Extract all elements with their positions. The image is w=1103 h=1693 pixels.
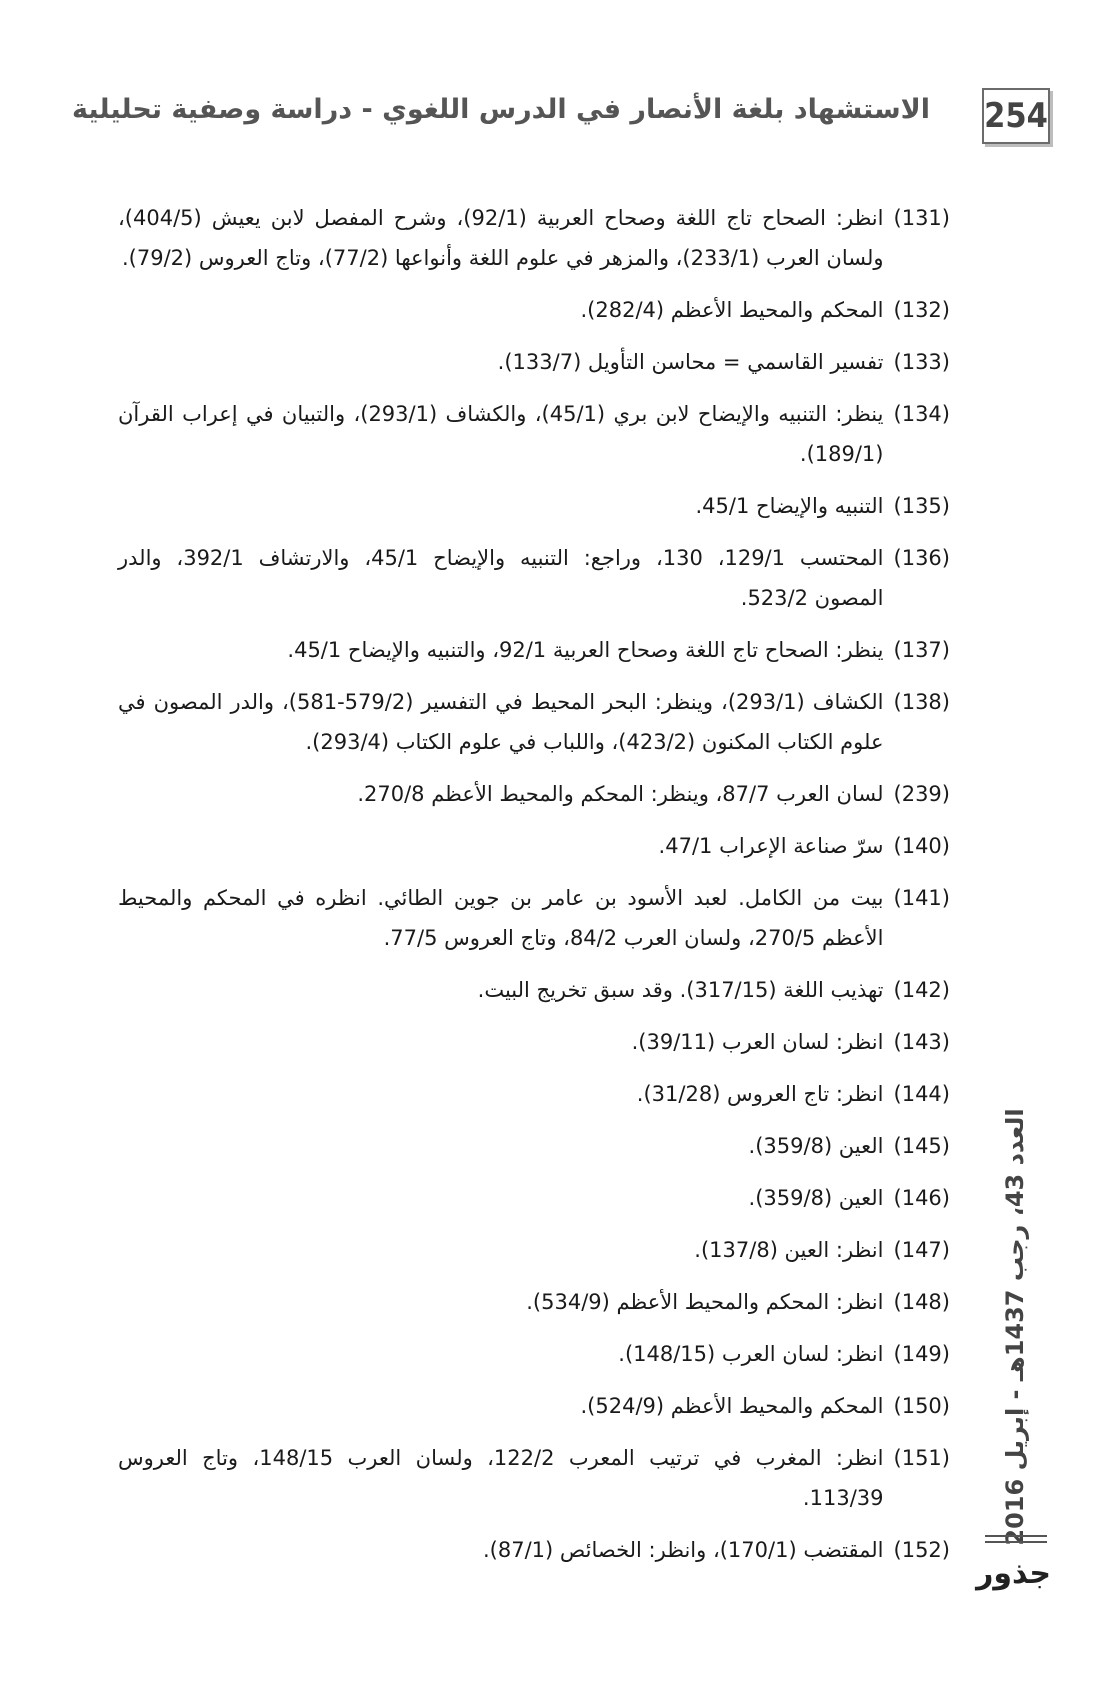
footnote-number: (144) — [893, 1082, 950, 1106]
footnote-number: (152) — [893, 1538, 950, 1562]
footnote — [118, 1530, 950, 1570]
footnote — [118, 826, 950, 866]
footnote-text: سرّ صناعة الإعراب 47/1. — [658, 834, 884, 858]
footnote-text: انظر: لسان العرب (39/11). — [631, 1030, 884, 1054]
footnote-text: ينظر: التنبيه والإيضاح لابن بري (45/1)، والكشاف (293/1)، والتبيان في إعراب القرآن (189/1). — [118, 402, 884, 466]
footnote — [118, 1074, 950, 1114]
footnote-text: الكشاف (293/1)، وينظر: البحر المحيط في التفسير (579/2-581)، والدر المصون في علوم الكتاب المكنون (423/2)، واللباب في علوم الكتاب (293/4). — [118, 690, 884, 754]
footnote-text: انظر: الصحاح تاج اللغة وصحاح العربية (92/1)، وشرح المفصل لابن يعيش (404/5)، ولسان العرب (233/1)، والمزهر في علوم اللغة وأنواعها (77/2)، وتاج العروس (79/2). — [118, 206, 884, 270]
footnote-number: (134) — [893, 402, 950, 426]
footnote — [118, 774, 950, 814]
footnote-text: انظر: لسان العرب (148/15). — [618, 1342, 884, 1366]
footnote-text: المحكم والمحيط الأعظم (282/4). — [580, 298, 884, 322]
running-title: الاستشهاد بلغة الأنصار في الدرس اللغوي - دراسة وصفية تحليلية — [71, 94, 930, 125]
footnote-number: (133) — [893, 350, 950, 374]
footnote — [118, 1022, 950, 1062]
footnote — [118, 538, 950, 618]
footnote — [118, 290, 950, 330]
footnote-number: (148) — [893, 1290, 950, 1314]
footnote — [118, 1438, 950, 1518]
footnote — [118, 970, 950, 1010]
journal-logo: جذور — [976, 1556, 1051, 1591]
footnote — [118, 1334, 950, 1374]
footnote-text: العين (359/8). — [748, 1186, 884, 1210]
footnote-number: (149) — [893, 1342, 950, 1366]
footnote — [118, 394, 950, 474]
footnote-number: (138) — [893, 690, 950, 714]
footnote-number: (140) — [893, 834, 950, 858]
footnote — [118, 1126, 950, 1166]
issue-band — [985, 1108, 1045, 1546]
footnote-text: بيت من الكامل. لعبد الأسود بن عامر بن جوين الطائي. انظره في المحكم والمحيط الأعظم 270/5، ولسان العرب 84/2، وتاج العروس 77/5. — [118, 886, 884, 950]
double-rule — [985, 1535, 1047, 1543]
footnote-number: (150) — [893, 1394, 950, 1418]
footnote — [118, 630, 950, 670]
page-number: 254 — [982, 88, 1050, 144]
footnote — [118, 486, 950, 526]
footnote-number: (131) — [893, 206, 950, 230]
footnote-number: (136) — [893, 546, 950, 570]
footnote-number: (135) — [893, 494, 950, 518]
footnote — [118, 878, 950, 958]
footnote-text: المحتسب 129/1، 130، وراجع: التنبيه والإيضاح 45/1، والارتشاف 392/1، والدر المصون 523/2. — [118, 546, 884, 610]
footnote — [118, 682, 950, 762]
footnote-number: (143) — [893, 1030, 950, 1054]
footnote-text: تهذيب اللغة (317/15). وقد سبق تخريج البيت. — [477, 978, 884, 1002]
footnote-number: (141) — [893, 886, 950, 910]
footnote — [118, 1230, 950, 1270]
footnote-number: (137) — [893, 638, 950, 662]
footnote-text: انظر: العين (137/8). — [694, 1238, 884, 1262]
footnote-text: تفسير القاسمي = محاسن التأويل (133/7). — [497, 350, 884, 374]
footnotes-list — [118, 198, 950, 1582]
footnote-text: العين (359/8). — [748, 1134, 884, 1158]
footnote-number: (151) — [893, 1446, 950, 1470]
footnote-text: انظر: تاج العروس (31/28). — [636, 1082, 884, 1106]
page-header — [71, 88, 1050, 148]
footnote-text: انظر: المحكم والمحيط الأعظم (534/9). — [526, 1290, 884, 1314]
footnote-text: لسان العرب 87/7، وينظر: المحكم والمحيط الأعظم 270/8. — [357, 782, 884, 806]
footnote — [118, 1386, 950, 1426]
footnote — [118, 198, 950, 278]
footnote-text: المحكم والمحيط الأعظم (524/9). — [580, 1394, 884, 1418]
issue-info: العدد 43، رجب 1437هـ - إبريل 2016 — [1001, 1108, 1029, 1546]
footnote — [118, 342, 950, 382]
footnote-text: انظر: المغرب في ترتيب المعرب 122/2، ولسان العرب 148/15، وتاج العروس 113/39. — [118, 1446, 884, 1510]
footnote — [118, 1178, 950, 1218]
footnote-number: (239) — [893, 782, 950, 806]
footnote-text: ينظر: الصحاح تاج اللغة وصحاح العربية 92/1، والتنبيه والإيضاح 45/1. — [287, 638, 884, 662]
footnote-text: المقتضب (170/1)، وانظر: الخصائص (87/1). — [483, 1538, 884, 1562]
footnote — [118, 1282, 950, 1322]
footnote-number: (146) — [893, 1186, 950, 1210]
footnote-number: (145) — [893, 1134, 950, 1158]
footnote-number: (132) — [893, 298, 950, 322]
footnote-number: (147) — [893, 1238, 950, 1262]
footnote-number: (142) — [893, 978, 950, 1002]
footnote-text: التنبيه والإيضاح 45/1. — [695, 494, 884, 518]
